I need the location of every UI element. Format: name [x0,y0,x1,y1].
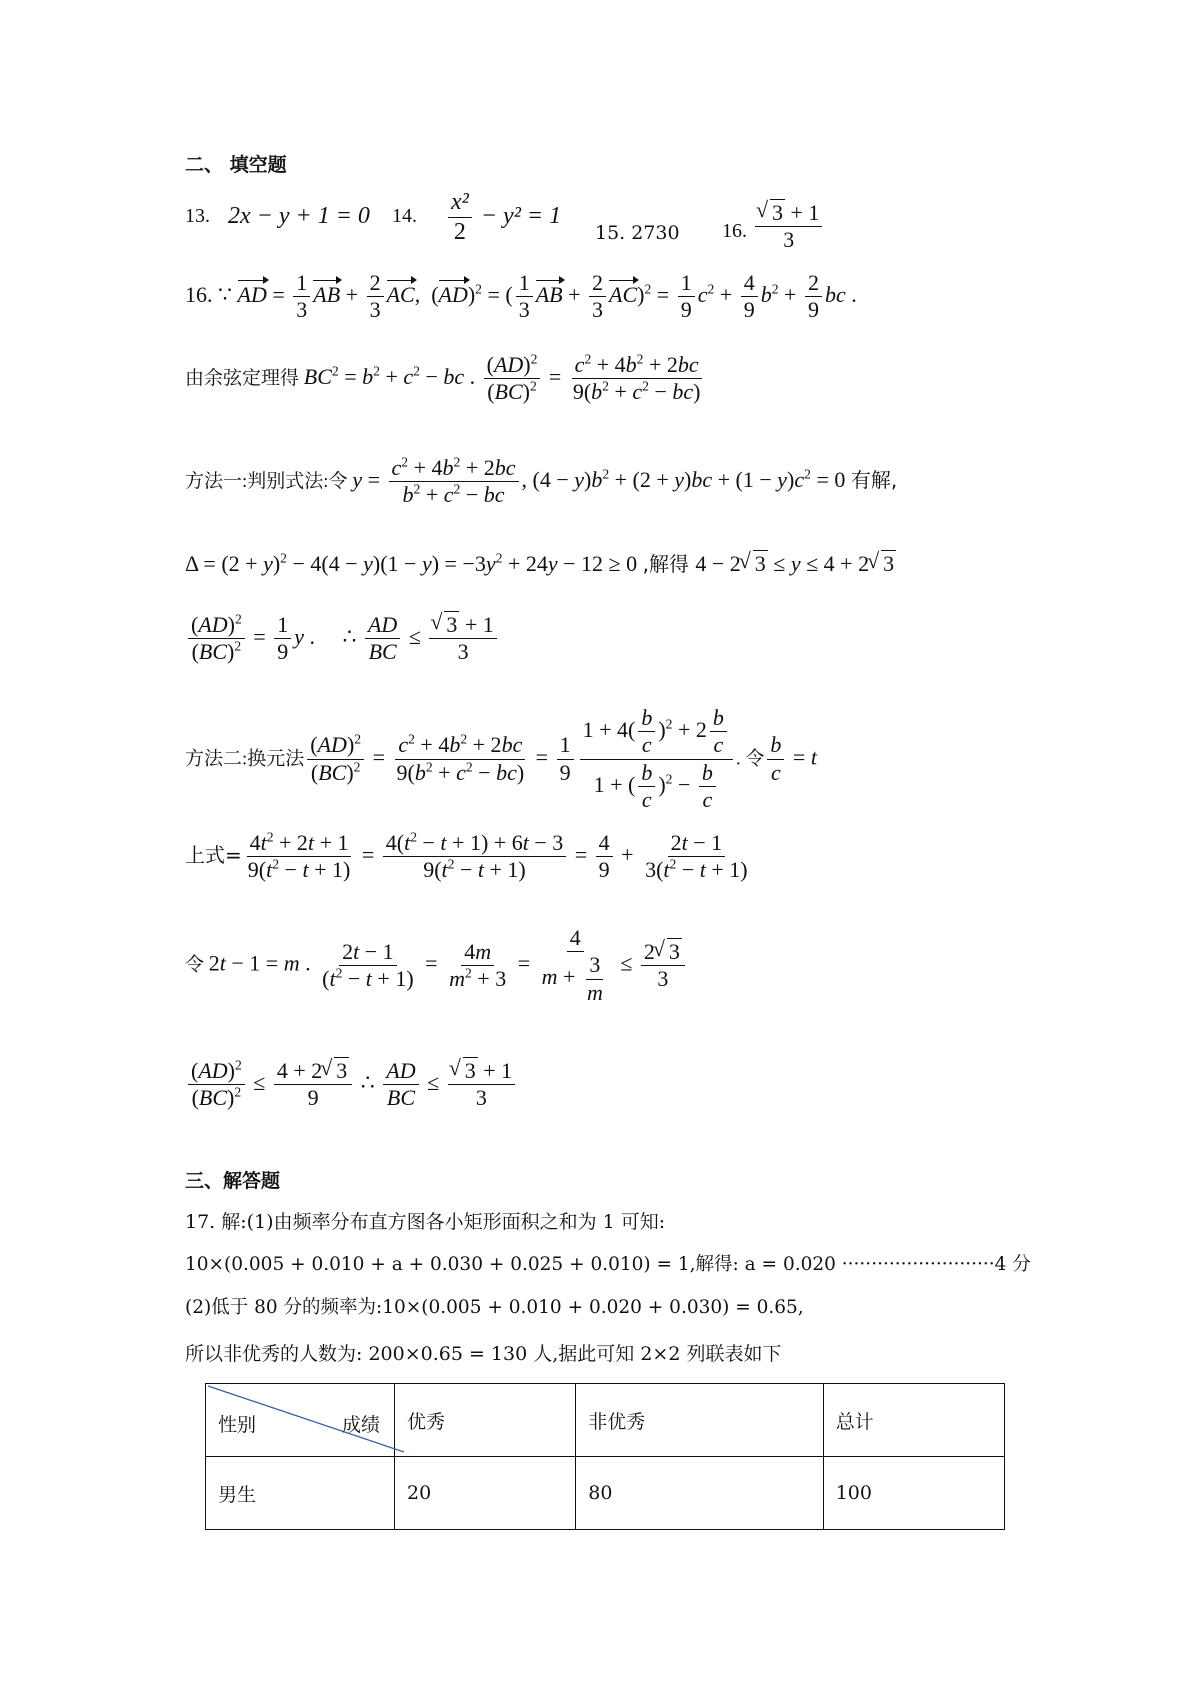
section-heading-fill-blank: 二、 填空题 [185,154,287,176]
diag-left-label: 性别 [218,1414,257,1436]
discriminant-line: $\Delta = (2 + y)^2 - 4(4 - y)(1 - y) = -3y^2 + 24y - 12 \ge 0$ ,解得 4 − 2√ 3 ≤ y ≤ 4 + 2√ 3 [185,548,896,577]
ratio-result-one: $\frac{(AD)^2}{(BC)^2}$ = $\frac{1}{9}$ y . ∴ $\frac{AD}{BC}$ ≤ √ $\frac{3 + 1}{3}$ [185,612,500,666]
section-heading-solve: 三、解答题 [185,1170,281,1192]
cosine-law-line: 由余弦定理得 $BC^2 = b^2 + c^2$ − bc . $\frac{(AD)^2}{(BC)^2}$ = $\frac{c^2 + 4b^2 + 2bc}{9(b^2 + c^2 - bc)}$ [185,351,701,405]
q17-line-3: (2)低于 80 分的频率为:10×(0.005 + 0.010 + 0.020 + 0.030) = 0.65, [185,1297,804,1318]
q17-line-2: 10×(0.005 + 0.010 + a + 0.030 + 0.025 + 0.010) = 1,解得: a = 0.020 ··························4 分 [185,1254,1031,1275]
method-two-line: 方法二:换元法 $\frac{(AD)^2}{(BC)^2}$ = $\frac{c^2 + 4b^2 + 2bc}{9(b^2 + c^2 - bc)}$ = $\frac{1}{9}$ 1 + 4( $\frac{b}{c}$ )$^2$ + 2 $\frac{b}{c}$ 1 + ( $\frac{b}{c}$ )$^2$ − $\frac{b}{c}$ . 令 $\frac{b}{c}$ = t [185,705,817,813]
cell-total: 100 [823,1457,1004,1530]
diagonal-header-cell [206,1384,395,1457]
answer-16: √ $\frac{3 + 1}{3}$ [752,200,825,254]
diag-right-label: 成绩 [341,1414,380,1436]
q17-line-1: 17. 解:(1)由频率分布直方图各小矩形面积之和为 1 可知: [185,1211,666,1233]
row-label: 男生 [206,1457,395,1530]
q16-vector-line: 16. ∵ AD = $\frac{1}{3}$ AB + $\frac{2}{3}$ AC, (AD)$^2$ = ( $\frac{1}{3}$ AB + $\frac{2}{3}$ AC)$^2$ = $\frac{1}{9}$ $c^2$ + $\frac{4}{9}$ $b^2$ + $\frac{2}{9}$ bc . [185,270,857,323]
answer-13: 2x − y + 1 = 0 [228,203,370,229]
header-total: 总计 [823,1384,1004,1457]
answer-14: $\frac{\text{x²}}{2}$ − y² = 1 [445,188,561,247]
table-header-row [206,1384,1005,1457]
substitution-line: 上式= $\frac{4t^2 + 2t + 1}{9(t^2 - t + 1)}$ = $\frac{4(t^2 - t + 1) + 6t - 3}{9(t^2 - t + 1)}$ = $\frac{4}{9}$ + $\frac{2t - 1}{3(t^2 - t + 1)}$ [185,829,748,883]
answer-13-number: 13. [185,205,210,227]
q17-line-4: 所以非优秀的人数为: 200×0.65 = 130 人,据此可知 2×2 列联表如下 [185,1343,782,1365]
table-row [206,1457,1005,1530]
cell-not-excellent: 80 [576,1457,823,1530]
answer-14-number: 14. [392,205,417,227]
cell-excellent: 20 [395,1457,576,1530]
m-substitution-line: 令 2t − 1 = m . $\frac{2t - 1}{(t^2 - t + 1)}$ = $\frac{4m}{m^2 + 3}$ = 4 m + $\frac{3}{m}$ ≤ $\frac{2√ 3}{3}$ [185,925,688,1006]
contingency-table [205,1383,1005,1530]
header-not-excellent: 非优秀 [576,1384,823,1457]
method-one-line: 方法一:判别式法:令 y = $\frac{c^2 + 4b^2 + 2bc}{b^2 + c^2 - bc}$ , $(4 - y)b^2 + (2 + y)bc + (1 - y)c^2 = 0$ 有解, [185,454,898,508]
header-excellent: 优秀 [395,1384,576,1457]
answer-15: 15. 2730 [595,222,680,244]
answer-16-number: 16. [722,220,747,242]
ratio-result-two: $\frac{(AD)^2}{(BC)^2}$ ≤ $\frac{4 + 2√ 3}{9}$ ∴ $\frac{AD}{BC}$ ≤ √ $\frac{3 + 1}{3}$ [185,1058,518,1112]
